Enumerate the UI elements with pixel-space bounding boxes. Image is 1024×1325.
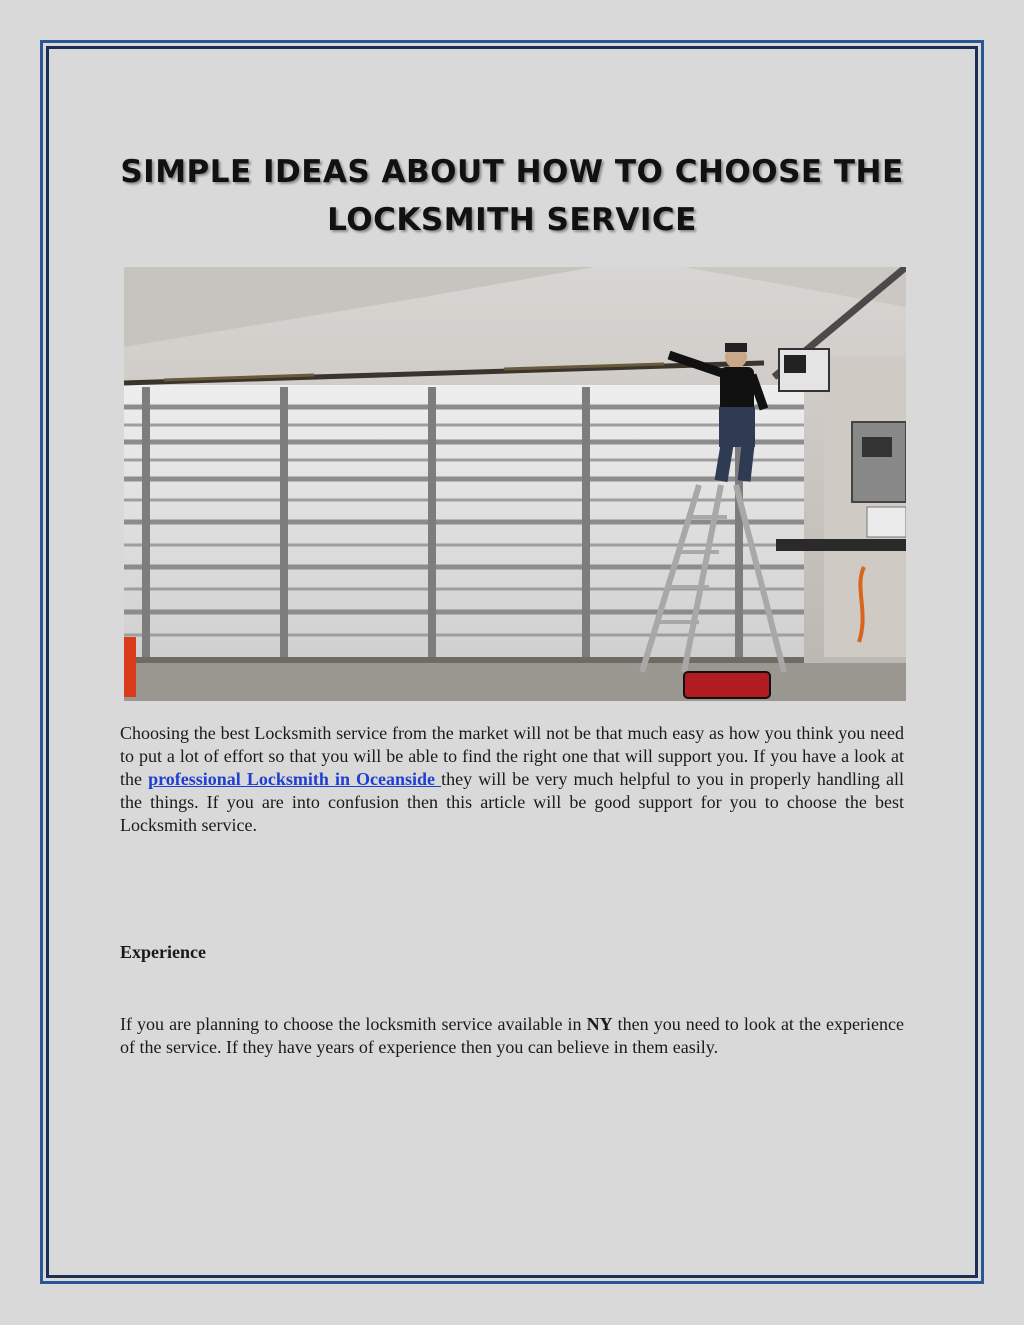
- location-bold-text: NY: [586, 1014, 613, 1034]
- section-heading-experience: Experience: [120, 942, 206, 962]
- experience-text-after-bold: then you need to look at the experience of the service. If they have years of experience then you can believe in them easily.: [120, 1014, 904, 1057]
- intro-text-after-link: they will be very much helpful to you in properly handling all the things. If you are into confusion then this article will be good support for you to choose the best Locksmith service.: [120, 769, 904, 835]
- intro-text-before-link: Choosing the best Locksmith service from the market will not be that much easy as how you think you need to put a lot of effort so that you will be able to find the right one that will support you. If you have a look at the: [120, 723, 904, 789]
- experience-paragraph: [120, 1013, 904, 1059]
- oceanside-locksmith-link[interactable]: professional Locksmith in Oceanside: [148, 769, 442, 789]
- document-title: SIMPLE IDEAS ABOUT HOW TO CHOOSE THE LOCKSMITH SERVICE: [120, 154, 904, 238]
- garage-door-photo: [124, 267, 906, 701]
- intro-paragraph: [120, 722, 904, 837]
- experience-text-before-bold: If you are planning to choose the locksmith service available in: [120, 1014, 587, 1034]
